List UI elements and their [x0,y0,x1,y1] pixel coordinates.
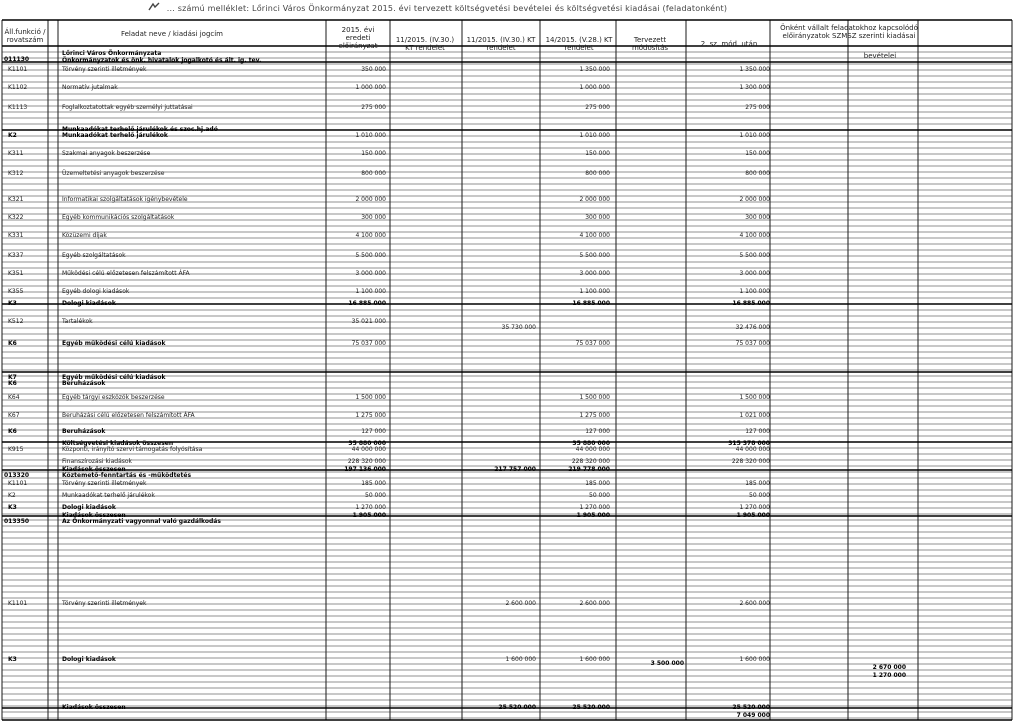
row-value: 1 100 000 [739,288,770,295]
row-code: K1113 [8,104,28,111]
header-m3: 14/2015. (V.28.) KT rendelet [545,36,613,52]
row-label: Központi, irányító szervi támogatás folyósítása [62,446,203,453]
row-value: 75 037 000 [351,340,386,347]
row-value: 150 000 [585,150,610,157]
row-value: 75 037 000 [735,340,770,347]
row-label: Foglalkoztatottak egyéb személyi juttatásai [62,104,193,111]
section-code: 013350 [4,518,30,525]
row-value: 1 600 000 [579,656,610,663]
row-value: 1 905 000 [576,512,610,519]
row-value: 1 270 000 [355,504,386,511]
header-2015: 2015. évi eredeti előirányzat [338,26,378,50]
total-value: 2 670 000 [872,664,906,671]
section-title: Önkormányzatok és önk. hivatalok jogalkotó és ált. ig. tev. [62,57,262,64]
row-value: 1 300 000 [739,84,770,91]
row-value: 300 000 [745,214,770,221]
row-value: 185 000 [361,480,386,487]
row-code: K321 [8,196,24,203]
row-value: 3 000 000 [739,270,770,277]
row-value: 1 100 000 [355,288,386,295]
row-code: K6 [8,340,17,347]
row-label: Közüzemi díjak [62,232,107,239]
row-value: 800 000 [585,170,610,177]
row-value: 1 000 000 [579,84,610,91]
row-value: 16 885 000 [572,300,610,307]
row-value: 1 500 000 [579,394,610,401]
row-value: 1 350 000 [739,66,770,73]
row-value: 1 100 000 [579,288,610,295]
row-value: 4 100 000 [579,232,610,239]
header-revenues: bevételei [863,52,897,60]
row-code: K312 [8,170,24,177]
row-label: Munkaadókat terhelő járulékok [62,492,155,499]
row-label: Kiadások összesen [62,512,126,519]
row-value: 1 010 000 [579,132,610,139]
row-value: 315 378 000 [728,440,770,447]
total-value: 3 500 000 [650,660,684,667]
row-code: K1102 [8,84,28,91]
row-value: 25 520 000 [498,704,536,711]
row-code: K1101 [8,480,28,487]
row-code: K64 [8,394,20,401]
total-value: 1 270 000 [872,672,906,679]
section-code: K6 [8,380,17,387]
total-value: 7 049 000 [736,712,770,719]
row-label: Normatív jutalmak [62,84,118,91]
row-value: 1 500 000 [739,394,770,401]
row-label: Egyéb kommunikációs szolgáltatások [62,214,175,221]
row-label: Egyéb tárgyi eszközök beszerzése [62,394,165,401]
row-value: 3 000 000 [355,270,386,277]
row-code: K3 [8,504,17,511]
row-value: 2 000 000 [579,196,610,203]
row-code: K2 [8,132,17,139]
header-m1: 11/2015. (IV.30.) KT rendelet [395,36,455,52]
header-voluntary-tasks: Önként vállalt feladatokhoz kapcsolódó előirányzatok SZMSZ szerinti kiadásai [780,24,918,40]
row-value: 1 905 000 [352,512,386,519]
row-value: 2 600 000 [579,600,610,607]
row-value: 25 520 000 [732,704,770,711]
section-code: K7 [8,374,17,381]
row-value: 1 275 000 [579,412,610,419]
row-value: 35 730 000 [501,324,536,331]
row-code: K355 [8,288,24,295]
row-label: Költségvetési kiadások összesen [62,440,174,447]
row-code: K6 [8,428,17,435]
row-value: 185 000 [745,480,770,487]
row-value: 16 885 000 [732,300,770,307]
row-value: 217 757 000 [494,466,536,473]
row-value: 150 000 [361,150,386,157]
section-title: Munkaadókat terhelő járulékok és szoc.hj.adó [62,126,218,133]
row-label: Dologi kiadások [62,656,116,663]
row-label: Kiadások összesen [62,704,126,711]
row-value: 5 500 000 [739,252,770,259]
row-code: K331 [8,232,24,239]
row-code: K915 [8,446,24,453]
header-m2: 11/2015. (IV.30.) KT rendelet [466,36,536,52]
row-code: K322 [8,214,24,221]
row-code: K3 [8,656,17,663]
row-code: K2 [8,492,16,499]
row-value: 228 320 000 [571,458,610,465]
row-value: 44 000 000 [351,446,386,453]
row-value: 75 037 000 [575,340,610,347]
section-title: Az Önkormányzati vagyonnal való gazdálkodás [62,518,221,525]
row-value: 25 520 000 [572,704,610,711]
row-value: 185 000 [585,480,610,487]
header-after-mod: 2. sz. mód. után [700,40,758,48]
row-code: K1101 [8,66,28,73]
document-icon [148,2,160,12]
row-value: 1 010 000 [355,132,386,139]
row-value: 300 000 [585,214,610,221]
row-code: K512 [8,318,24,325]
row-value: 350 000 [361,66,386,73]
row-label: Törvény szerinti illetmények [62,66,147,73]
row-value: 35 880 000 [572,440,610,447]
section-code: 013320 [4,472,30,479]
row-value: 127 000 [585,428,610,435]
row-label: Törvény szerinti illetmények [62,480,147,487]
row-value: 50 000 [365,492,386,499]
row-value: 150 000 [745,150,770,157]
header-modification: Tervezett módosítás [631,36,669,52]
row-code: K67 [8,412,20,419]
row-label: Dologi kiadások [62,504,116,511]
row-value: 228 320 000 [347,458,386,465]
row-value: 50 000 [749,492,770,499]
row-value: 1 010 000 [739,132,770,139]
row-label: Finanszírozási kiadások [62,458,133,465]
row-value: 127 000 [745,428,770,435]
section-title: Lőrinci Város Önkormányzata [62,50,162,57]
row-value: 127 000 [361,428,386,435]
row-value: 5 500 000 [579,252,610,259]
row-label: Egyéb dologi kiadások [62,288,130,295]
header-name: Feladat neve / kiadási jogcím [120,30,223,38]
row-value: 800 000 [361,170,386,177]
row-value: 3 000 000 [579,270,610,277]
row-value: 2 000 000 [739,196,770,203]
row-label: Szakmai anyagok beszerzése [62,150,151,157]
row-label: Egyéb működési célú kiadások [62,340,166,347]
row-value: 44 000 000 [735,446,770,453]
row-value: 4 100 000 [739,232,770,239]
header-code: Áll.funkció / rovatszám [4,28,46,44]
row-code: K311 [8,150,24,157]
row-label: Beruházási célú előzetesen felszámított ÁFA [62,412,195,419]
row-value: 1 905 000 [736,512,770,519]
row-value: 1 270 000 [579,504,610,511]
row-label: Törvény szerinti illetmények [62,600,147,607]
row-code: K337 [8,252,24,259]
row-value: 4 100 000 [355,232,386,239]
row-value: 800 000 [745,170,770,177]
row-value: 1 275 000 [355,412,386,419]
row-label: Működési célú előzetesen felszámított ÁFA [62,270,190,277]
row-label: Dologi kiadások [62,300,116,307]
row-label: Informatikai szolgáltatások igénybevétele [62,196,188,203]
document-title-text: ... számú melléklet: Lőrinci Város Önkormányzat 2015. évi tervezett költségvetési bevételei és költségvetési kiadásai (feladatonként) [166,4,728,13]
row-value: 5 500 000 [355,252,386,259]
row-value: 2 600 000 [739,600,770,607]
row-label: Egyéb szolgáltatások [62,252,126,259]
row-value: 228 320 000 [731,458,770,465]
row-value: 1 000 000 [355,84,386,91]
row-value: 50 000 [589,492,610,499]
row-label: Munkaadókat terhelő járulékok [62,132,168,139]
document-title [148,2,908,16]
section-code: 011130 [4,56,30,63]
row-value: 1 021 000 [739,412,770,419]
row-value: 275 000 [585,104,610,111]
row-label: Üzemeltetési anyagok beszerzése [62,170,165,177]
section-title: Beruházások [62,380,106,387]
row-code: K3 [8,300,17,307]
row-value: 32 476 000 [735,324,770,331]
row-value: 1 500 000 [355,394,386,401]
row-value: 275 000 [745,104,770,111]
row-value: 2 600 000 [505,600,536,607]
row-value: 197 136 000 [344,466,386,473]
row-value: 2 000 000 [355,196,386,203]
row-value: 219 778 000 [568,466,610,473]
row-value: 1 600 000 [505,656,536,663]
row-label: Tartalékok [62,318,93,325]
row-code: K1101 [8,600,28,607]
row-value: 1 270 000 [739,504,770,511]
row-value: 35 880 000 [348,440,386,447]
row-label: Beruházások [62,428,106,435]
row-code: K351 [8,270,24,277]
row-value: 1 350 000 [579,66,610,73]
row-value: 44 000 000 [575,446,610,453]
row-value: 300 000 [361,214,386,221]
section-title: Egyéb működési célú kiadások [62,374,166,381]
row-value: 1 600 000 [739,656,770,663]
row-value: 16 885 000 [348,300,386,307]
row-value: 35 021 000 [351,318,386,325]
row-label: Kiadások összesen [62,466,126,473]
row-value: 275 000 [361,104,386,111]
section-title: Köztemető-fenntartás és -működtetés [62,472,192,479]
